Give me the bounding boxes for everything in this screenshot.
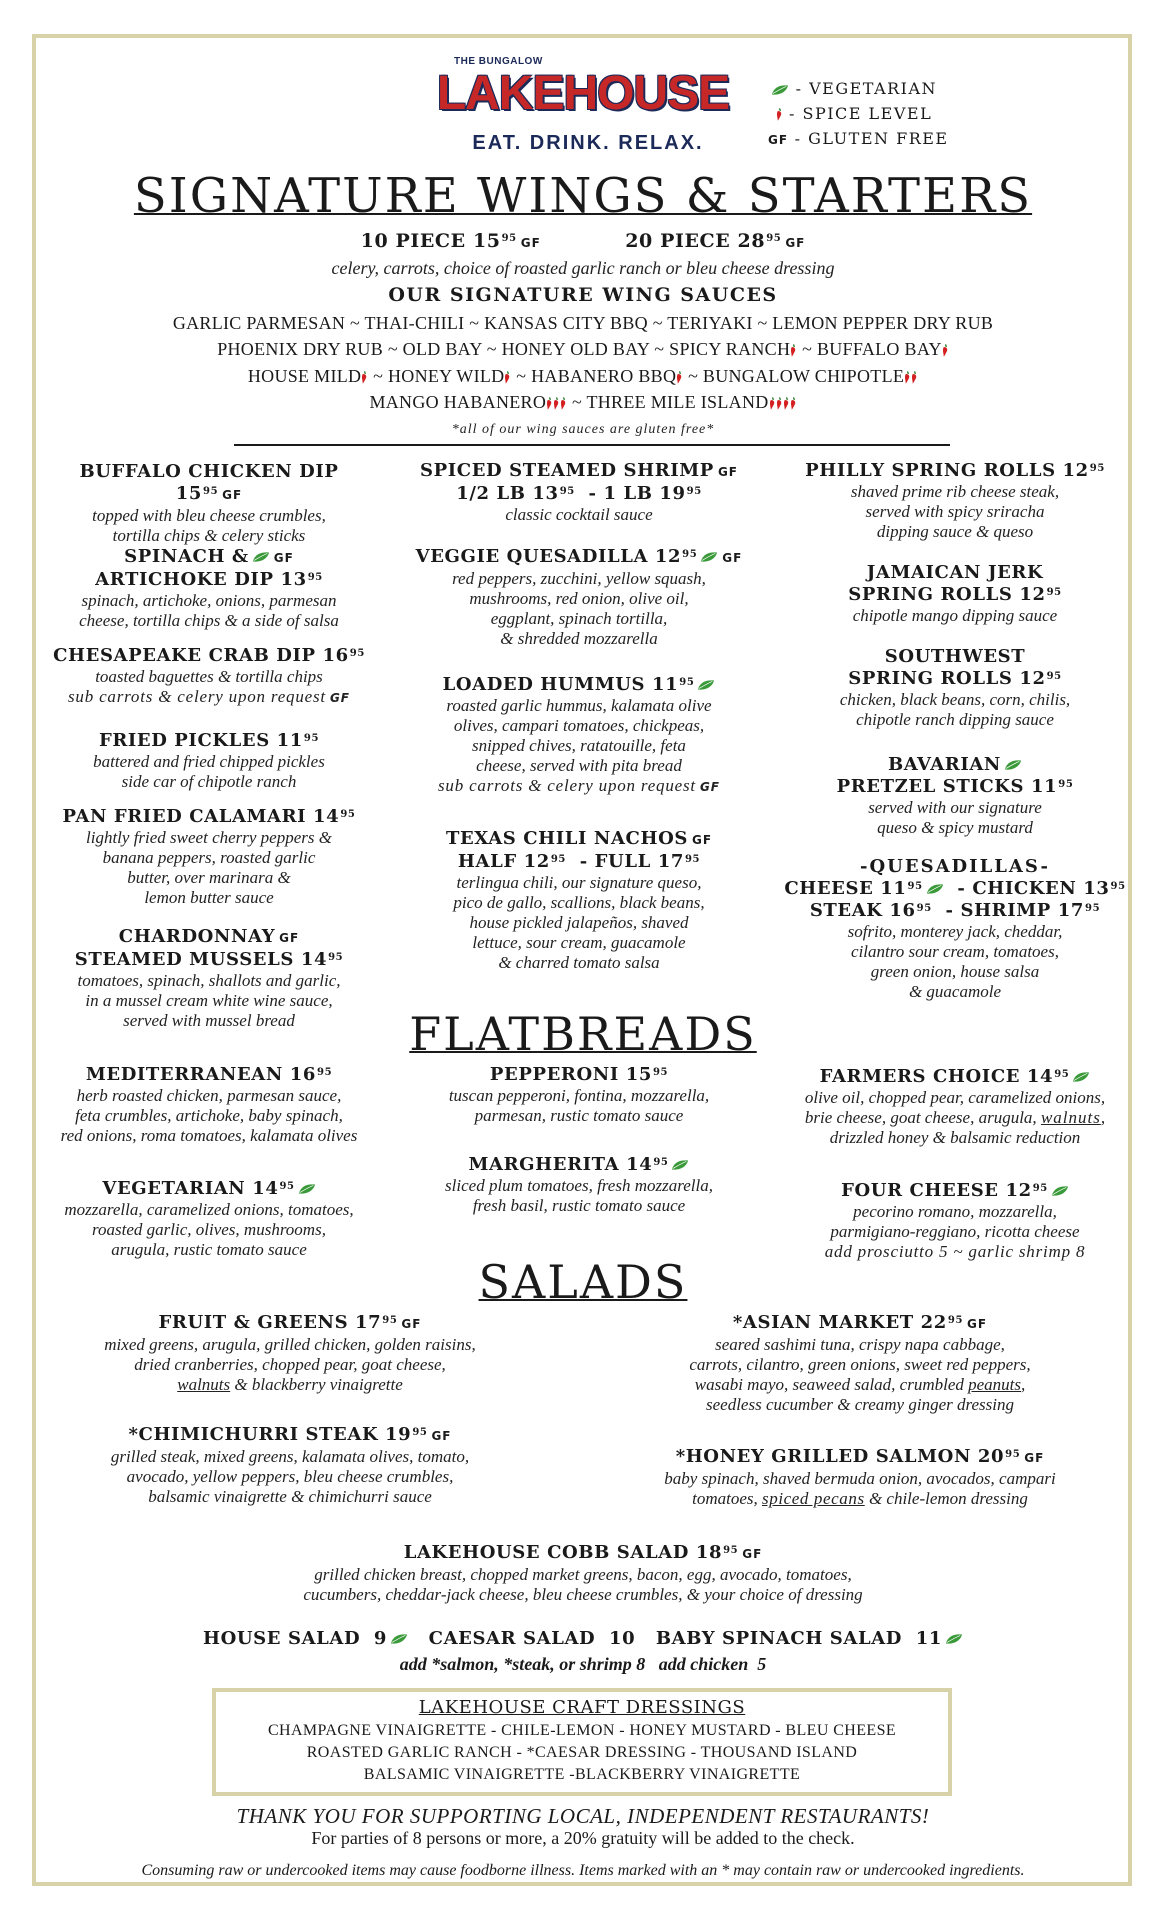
- leaf-icon: [697, 679, 715, 691]
- pepper-icon: [776, 108, 783, 121]
- item-cents: 95: [723, 1545, 739, 1556]
- item-desc: & blackberry vinaigrette: [234, 1375, 403, 1394]
- caesar-salad: CAESAR SALAD 10: [428, 1628, 636, 1649]
- item-desc: arugula, rustic tomato sauce: [111, 1240, 307, 1259]
- item-desc: dipping sauce & queso: [876, 522, 1034, 541]
- house-salad: HOUSE SALAD 9: [203, 1628, 388, 1649]
- item-name: LOADED HUMMUS 11: [442, 674, 679, 695]
- gf-mark: GF: [742, 1547, 763, 1561]
- sauce-text: HOUSE MILD: [247, 366, 362, 386]
- item-desc: & shredded mozzarella: [500, 629, 658, 648]
- item-name: SPINACH &: [124, 546, 249, 567]
- leaf-icon: [1072, 1071, 1090, 1083]
- item-desc: snipped chives, ratatouille, feta: [472, 736, 686, 755]
- item-price: 1/2 LB 13: [456, 483, 559, 504]
- leaf-icon: [1004, 759, 1022, 771]
- logo-small-text: THE BUNGALOW: [454, 56, 543, 67]
- leaf-icon: [298, 1183, 316, 1195]
- item-name: SOUTHWEST: [884, 646, 1026, 667]
- item-price: - 1 LB 19: [588, 483, 686, 504]
- legend: [768, 76, 1008, 153]
- wings-prices: [0, 230, 1166, 254]
- item-name: SPRING ROLLS 12: [848, 668, 1046, 689]
- menu-item-spinach-dip: [44, 546, 374, 631]
- item-cents: 95: [349, 648, 365, 659]
- item-name: CHESAPEAKE CRAB DIP 16: [53, 645, 349, 666]
- salad-addons: add *salmon, *steak, or shrimp 8 add chicken 5: [399, 1654, 767, 1674]
- gf-mark: GF: [431, 1429, 452, 1443]
- gf-mark: GF: [222, 488, 243, 502]
- wing-sauces-line-2: [0, 339, 1166, 360]
- item-price: - SHRIMP 17: [945, 900, 1085, 921]
- item-desc: pico de gallo, scallions, black beans,: [453, 893, 705, 912]
- sauce-text: ~ HONEY WILD: [373, 366, 505, 386]
- item-name: CHARDONNAY: [118, 926, 276, 947]
- menu-item-chimichurri-steak: [60, 1424, 520, 1507]
- leaf-icon: [700, 551, 718, 563]
- menu-item-steamed-shrimp: [414, 460, 744, 525]
- menu-item-asian-market: [620, 1312, 1100, 1415]
- pepper-icon: [504, 371, 511, 384]
- item-cents: 95: [907, 881, 923, 892]
- item-desc: olives, campari tomatoes, chickpeas,: [453, 716, 705, 735]
- item-cents: 95: [1058, 779, 1074, 790]
- item-desc: topped with bleu cheese crumbles,: [92, 506, 326, 525]
- gf-mark: GF: [717, 465, 738, 479]
- pepper-icon: [776, 397, 783, 410]
- item-name: LAKEHOUSE COBB SALAD 18: [403, 1542, 723, 1563]
- leaf-icon: [945, 1633, 963, 1645]
- pepper-icon: [361, 371, 368, 384]
- dressings-line-3: BALSAMIC VINAIGRETTE -BLACKBERRY VINAIGRETTE: [363, 1766, 801, 1783]
- item-desc: chipotle ranch dipping sauce: [856, 710, 1054, 729]
- item-desc: terlingua chili, our signature queso,: [456, 873, 702, 892]
- menu-item-mediterranean: [34, 1064, 384, 1146]
- gf-mark: GF: [768, 133, 789, 147]
- item-desc: sofrito, monterey jack, cheddar,: [847, 922, 1063, 941]
- pepper-icon: [769, 397, 776, 410]
- gf-mark: GF: [967, 1317, 988, 1331]
- menu-item-crab-dip: [34, 645, 384, 708]
- sauce-text: ~ BUNGALOW CHIPOTLE: [688, 366, 905, 386]
- wings-ten-cents: 95: [501, 233, 517, 244]
- legend-spice: [768, 101, 1008, 126]
- flatbreads-title: FLATBREADS: [409, 1007, 757, 1061]
- item-cents: 95: [279, 1181, 295, 1192]
- item-desc: red onions, roma tomatoes, kalamata olives: [60, 1126, 358, 1145]
- item-name: FRUIT & GREENS 17: [158, 1312, 382, 1333]
- item-desc: ,: [1100, 1108, 1106, 1127]
- item-desc: butter, over marinara &: [127, 868, 291, 887]
- item-cents: 95: [382, 1315, 398, 1326]
- menu-item-cobb-salad: [183, 1542, 983, 1605]
- item-desc: sliced plum tomatoes, fresh mozzarella,: [445, 1176, 713, 1195]
- item-cents: 95: [1046, 671, 1062, 682]
- item-cents: 95: [684, 854, 701, 865]
- menu-item-pretzel-sticks: [790, 754, 1120, 838]
- item-desc: queso & spicy mustard: [877, 818, 1033, 837]
- leaf-icon: [671, 1159, 689, 1171]
- gf-mark: GF: [785, 236, 806, 250]
- item-desc: grilled chicken breast, chopped market greens, bacon, egg, avocado, tomatoes,: [314, 1565, 852, 1584]
- pepper-icon: [546, 397, 553, 410]
- item-desc: balsamic vinaigrette & chimichurri sauce: [148, 1487, 432, 1506]
- item-desc: pecorino romano, mozzarella,: [853, 1202, 1057, 1221]
- leaf-icon: [926, 883, 944, 895]
- wing-sauces-line-4: [0, 392, 1166, 413]
- dressings-title: LAKEHOUSE CRAFT DRESSINGS: [418, 1697, 746, 1718]
- wing-sauces-title: OUR SIGNATURE WING SAUCES: [388, 284, 778, 306]
- wing-sauces-line-1: GARLIC PARMESAN ~ THAI-CHILI ~ KANSAS CITY BBQ ~ TERIYAKI ~ LEMON PEPPER DRY RUB: [172, 313, 994, 333]
- pepper-icon: [560, 397, 567, 410]
- item-desc: fresh basil, rustic tomato sauce: [472, 1196, 686, 1215]
- menu-item-farmers-choice: [774, 1066, 1136, 1148]
- item-cents: 95: [307, 572, 323, 583]
- item-cents: 95: [1085, 903, 1101, 914]
- legend-gf: [768, 126, 1008, 153]
- item-desc: tomatoes, spinach, shallots and garlic,: [77, 971, 341, 990]
- item-desc: brie cheese, goat cheese, arugula,: [804, 1108, 1037, 1127]
- item-desc: chipotle mango dipping sauce: [852, 606, 1058, 625]
- pepper-icon: [942, 344, 949, 357]
- gf-mark: GF: [691, 833, 713, 847]
- item-desc: add prosciutto 5 ~ garlic shrimp 8: [824, 1242, 1086, 1261]
- allergen-peanuts: peanuts: [968, 1375, 1022, 1394]
- item-desc: banana peppers, roasted garlic: [102, 848, 316, 867]
- item-desc: baby spinach, shaved bermuda onion, avocados, campari: [664, 1469, 1056, 1488]
- item-name: ARTICHOKE DIP 13: [95, 569, 307, 590]
- item-desc: cilantro sour cream, tomatoes,: [851, 942, 1059, 961]
- item-desc: & chile-lemon dressing: [868, 1489, 1028, 1508]
- item-cents: 95: [686, 486, 702, 497]
- baby-spinach-salad: BABY SPINACH SALAD 11: [655, 1628, 942, 1649]
- item-desc: mozzarella, caramelized onions, tomatoes,: [64, 1200, 354, 1219]
- item-cents: 95: [1110, 881, 1126, 892]
- legend-vegetarian-label: - VEGETARIAN: [795, 79, 938, 98]
- pepper-icon: [783, 397, 790, 410]
- item-desc: dried cranberries, chopped pear, goat cheese,: [134, 1355, 446, 1374]
- footer-thanks: THANK YOU FOR SUPPORTING LOCAL, INDEPENDENT RESTAURANTS!: [236, 1804, 930, 1828]
- item-desc: sub carrots & celery upon request: [68, 687, 326, 706]
- item-desc: tomatoes,: [692, 1489, 758, 1508]
- leaf-icon: [252, 551, 270, 563]
- item-desc: mushrooms, red onion, olive oil,: [469, 589, 689, 608]
- item-desc: lettuce, sour cream, guacamole: [472, 933, 686, 952]
- item-cents: 95: [340, 809, 356, 820]
- item-desc: shaved prime rib cheese steak,: [850, 482, 1060, 501]
- item-desc: grilled steak, mixed greens, kalamata olives, tomato,: [110, 1447, 470, 1466]
- item-cents: 95: [1089, 463, 1105, 474]
- gf-mark: GF: [520, 236, 541, 250]
- item-cents: 95: [1054, 1069, 1070, 1080]
- item-name: TEXAS CHILI NACHOS: [445, 828, 688, 849]
- item-desc: side car of chipotle ranch: [121, 772, 297, 791]
- item-name: *CHIMICHURRI STEAK 19: [128, 1424, 412, 1445]
- item-name: PHILLY SPRING ROLLS 12: [805, 460, 1089, 481]
- wings-ten-piece: 10 PIECE 15: [360, 230, 501, 252]
- item-name: FARMERS CHOICE 14: [819, 1066, 1054, 1087]
- item-price: HALF 12: [457, 851, 550, 872]
- item-desc: served with our signature: [868, 798, 1042, 817]
- footer-gratuity: For parties of 8 persons or more, a 20% gratuity will be added to the check.: [311, 1828, 855, 1848]
- item-desc: roasted garlic hummus, kalamata olive: [446, 696, 712, 715]
- item-cents: 95: [303, 733, 320, 744]
- menu-item-margherita: [404, 1154, 754, 1216]
- sauce-text: MANGO HABANERO: [369, 392, 547, 412]
- menu-item-veggie-quesadilla: [414, 546, 744, 649]
- item-desc: cucumbers, cheddar-jack cheese, bleu cheese crumbles, & your choice of dressing: [303, 1585, 863, 1604]
- dressings-box: [212, 1688, 952, 1796]
- dressings-line-1: CHAMPAGNE VINAIGRETTE - CHILE-LEMON - HONEY MUSTARD - BLEU CHEESE: [267, 1722, 897, 1739]
- item-desc: in a mussel cream white wine sauce,: [85, 991, 333, 1010]
- item-name: -QUESADILLAS-: [860, 856, 1050, 877]
- item-cents: 95: [916, 903, 932, 914]
- item-name: VEGETARIAN 14: [102, 1178, 279, 1199]
- menu-item-four-cheese: [774, 1180, 1136, 1262]
- item-name: SPRING ROLLS 12: [848, 584, 1046, 605]
- legend-spice-label: - SPICE LEVEL: [789, 104, 933, 123]
- item-desc: parmesan, rustic tomato sauce: [474, 1106, 684, 1125]
- menu-item-vegetarian-flatbread: [34, 1178, 384, 1260]
- item-cents: 95: [412, 1427, 428, 1438]
- item-desc: tortilla chips & celery sticks: [112, 526, 306, 545]
- item-desc: ,: [1021, 1375, 1026, 1394]
- item-desc: seedless cucumber & creamy ginger dressing: [706, 1395, 1014, 1414]
- item-desc: sub carrots & celery upon request: [438, 776, 696, 795]
- item-desc: & charred tomato salsa: [498, 953, 660, 972]
- item-cents: 95: [652, 1067, 669, 1078]
- sauce-text: PHOENIX DRY RUB ~ OLD BAY ~ HONEY OLD BAY ~ SPICY RANCH: [217, 339, 791, 359]
- footer-warning: Consuming raw or undercooked items may cause foodborne illness. Items marked with an * may contain raw or undercooked ingredients.: [141, 1862, 1025, 1879]
- item-desc: classic cocktail sauce: [505, 505, 653, 524]
- menu-item-mussels: [34, 926, 384, 1031]
- item-name: SPICED STEAMED SHRIMP: [420, 460, 714, 481]
- pepper-icon: [790, 397, 797, 410]
- item-desc: feta crumbles, artichoke, baby spinach,: [75, 1106, 343, 1125]
- item-desc: served with spicy sriracha: [865, 502, 1045, 521]
- item-desc: avocado, yellow peppers, bleu cheese crumbles,: [126, 1467, 454, 1486]
- item-desc: eggplant, spinach tortilla,: [490, 609, 668, 628]
- pepper-icon: [790, 344, 797, 357]
- item-desc: & guacamole: [908, 982, 1002, 1001]
- menu-item-southwest-rolls: [790, 646, 1120, 730]
- item-cents: 95: [653, 1157, 669, 1168]
- pepper-icon: [676, 371, 683, 384]
- item-desc: served with mussel bread: [123, 1011, 295, 1030]
- wings-twenty-cents: 95: [766, 233, 782, 244]
- sauce-text: ~ BUFFALO BAY: [802, 339, 942, 359]
- wings-note: *all of our wing sauces are gluten free*: [451, 422, 715, 437]
- menu-item-honey-salmon: [620, 1446, 1100, 1509]
- sauce-text: ~ HABANERO BBQ: [516, 366, 677, 386]
- item-desc: tuscan pepperoni, fontina, mozzarella,: [448, 1086, 710, 1105]
- leaf-icon: [1051, 1185, 1069, 1197]
- item-name: JAMAICAN JERK: [866, 562, 1044, 583]
- item-desc: battered and fried chipped pickles: [93, 752, 325, 771]
- item-name: PEPPERONI 15: [489, 1064, 652, 1085]
- item-desc: spinach, artichoke, onions, parmesan: [81, 591, 337, 610]
- item-cents: 95: [317, 1067, 333, 1078]
- side-salads: [0, 1628, 1166, 1650]
- item-cents: 95: [1046, 587, 1062, 598]
- item-price: - FULL 17: [579, 851, 684, 872]
- item-cents: 95: [550, 854, 566, 865]
- item-cents: 95: [1032, 1183, 1048, 1194]
- pepper-icon: [904, 371, 911, 384]
- item-desc: carrots, cilantro, green onions, sweet red peppers,: [689, 1355, 1031, 1374]
- logo: [428, 56, 748, 160]
- item-name: VEGGIE QUESADILLA 12: [415, 546, 682, 567]
- item-desc: chicken, black beans, corn, chilis,: [839, 690, 1071, 709]
- item-desc: olive oil, chopped pear, caramelized onions,: [804, 1088, 1106, 1107]
- wings-twenty-piece: 20 PIECE 28: [625, 230, 766, 252]
- item-cents: 95: [328, 952, 344, 963]
- sauce-text: ~ THREE MILE ISLAND: [571, 392, 769, 412]
- item-desc: mixed greens, arugula, grilled chicken, golden raisins,: [104, 1335, 476, 1354]
- pepper-icon: [911, 371, 918, 384]
- item-desc: cheese, tortilla chips & a side of salsa: [79, 611, 339, 630]
- leaf-icon: [771, 84, 789, 96]
- logo-tagline: EAT. DRINK. RELAX.: [472, 132, 704, 154]
- item-desc: herb roasted chicken, parmesan sauce,: [76, 1086, 342, 1105]
- item-desc: roasted garlic, olives, mushrooms,: [92, 1220, 326, 1239]
- legend-gf-label: - GLUTEN FREE: [794, 129, 949, 148]
- wings-desc: celery, carrots, choice of roasted garlic ranch or bleu cheese dressing: [331, 258, 835, 278]
- item-name: MARGHERITA 14: [468, 1154, 653, 1175]
- item-cents: 95: [203, 486, 219, 497]
- menu-item-loaded-hummus: [404, 674, 754, 797]
- menu-item-calamari: [44, 806, 374, 908]
- item-name: BUFFALO CHICKEN DIP 15: [79, 461, 339, 504]
- item-name: PAN FRIED CALAMARI 14: [62, 806, 340, 827]
- menu-item-fruit-greens: [60, 1312, 520, 1395]
- item-desc: parmigiano-reggiano, ricotta cheese: [830, 1222, 1080, 1241]
- item-name: MEDITERRANEAN 16: [85, 1064, 317, 1085]
- item-cents: 95: [1005, 1449, 1021, 1460]
- item-price: CHEESE 11: [784, 878, 907, 899]
- gf-mark: GF: [279, 931, 300, 945]
- item-desc: lightly fried sweet cherry peppers &: [86, 828, 332, 847]
- item-desc: seared sashimi tuna, crispy napa cabbage,: [715, 1335, 1005, 1354]
- menu-item-chili-nachos: [414, 828, 744, 973]
- gf-mark: GF: [699, 780, 720, 794]
- item-price: STEAK 16: [809, 900, 916, 921]
- divider: [234, 444, 950, 446]
- item-name: BAVARIAN: [887, 754, 1001, 775]
- item-cents: 95: [559, 486, 575, 497]
- item-name: FRIED PICKLES 11: [98, 730, 303, 751]
- item-price: - CHICKEN 13: [957, 878, 1110, 899]
- item-name: *ASIAN MARKET 22: [732, 1312, 947, 1333]
- allergen-walnuts: walnuts: [1040, 1108, 1101, 1127]
- logo-main-text: LAKEHOUSE: [436, 67, 730, 120]
- item-name: PRETZEL STICKS 11: [836, 776, 1058, 797]
- item-cents: 95: [682, 549, 698, 560]
- gf-mark: GF: [722, 551, 743, 565]
- item-desc: green onion, house salsa: [870, 962, 1040, 981]
- item-desc: red peppers, zucchini, yellow squash,: [452, 569, 706, 588]
- wing-sauces-line-3: [0, 366, 1166, 387]
- salads-title: SALADS: [478, 1255, 688, 1309]
- legend-vegetarian: [768, 76, 1008, 101]
- gf-mark: GF: [273, 551, 294, 565]
- allergen-walnuts: walnuts: [177, 1375, 231, 1394]
- item-cents: 95: [947, 1315, 964, 1326]
- menu-item-buffalo-dip: [44, 461, 374, 546]
- menu-item-pepperoni: [404, 1064, 754, 1126]
- gf-mark: GF: [329, 691, 350, 705]
- dressings-line-2: ROASTED GARLIC RANCH - *CAESAR DRESSING - THOUSAND ISLAND: [306, 1744, 858, 1761]
- allergen-pecans: spiced pecans: [762, 1489, 865, 1508]
- item-desc: cheese, served with pita bread: [476, 756, 682, 775]
- item-name: *HONEY GRILLED SALMON 20: [675, 1446, 1005, 1467]
- item-name: STEAMED MUSSELS 14: [74, 949, 328, 970]
- menu-item-quesadillas: [780, 856, 1130, 1002]
- gf-mark: GF: [1024, 1451, 1045, 1465]
- item-desc: house pickled jalapeños, shaved: [469, 913, 689, 932]
- item-cents: 95: [679, 677, 695, 688]
- item-name: FOUR CHEESE 12: [841, 1180, 1032, 1201]
- pepper-icon: [553, 397, 560, 410]
- leaf-icon: [390, 1633, 408, 1645]
- item-desc: wasabi mayo, seaweed salad, crumbled: [694, 1375, 964, 1394]
- gf-mark: GF: [401, 1317, 422, 1331]
- item-desc: drizzled honey & balsamic reduction: [829, 1128, 1081, 1147]
- menu-item-philly-rolls: [790, 460, 1120, 542]
- menu-item-fried-pickles: [44, 730, 374, 792]
- item-desc: toasted baguettes & tortilla chips: [95, 667, 323, 686]
- wings-title: SIGNATURE WINGS & STARTERS: [133, 168, 1033, 224]
- item-desc: lemon butter sauce: [144, 888, 274, 907]
- menu-item-jamaican-rolls: [790, 562, 1120, 626]
